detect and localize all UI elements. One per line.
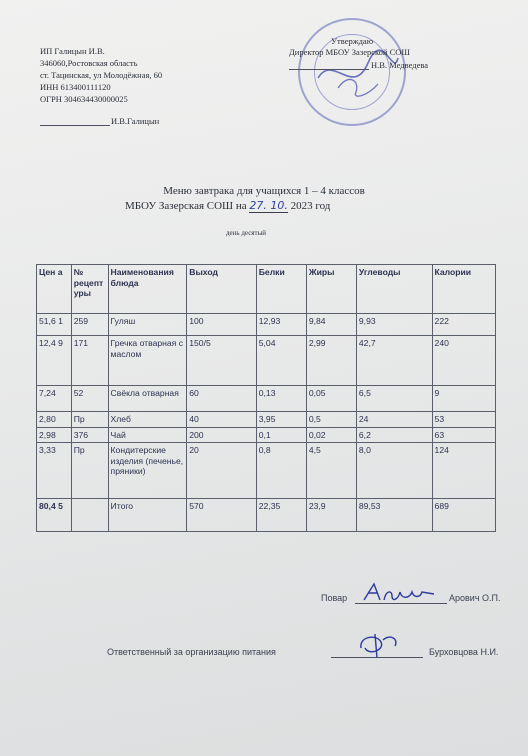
director-title: Директор МБОУ Зазерской СОШ bbox=[289, 47, 410, 57]
table-row bbox=[37, 386, 496, 412]
cell bbox=[71, 499, 108, 532]
cell: 200 bbox=[187, 427, 257, 443]
cell: 5,04 bbox=[256, 336, 306, 386]
cell: 22,35 bbox=[256, 499, 306, 532]
cell: 40 bbox=[187, 412, 257, 428]
col-header-recipe: № рецепт уры bbox=[71, 265, 108, 314]
cell: 53 bbox=[432, 412, 495, 428]
cell: 0,1 bbox=[256, 427, 306, 443]
col-header-price: Цен а bbox=[37, 265, 72, 314]
cell: 0,8 bbox=[256, 443, 306, 499]
cell: 6,2 bbox=[356, 427, 432, 443]
table-header-row bbox=[37, 265, 496, 314]
menu-table bbox=[36, 264, 496, 532]
cell: 240 bbox=[432, 336, 495, 386]
cell: 222 bbox=[432, 314, 495, 336]
cell: 689 bbox=[432, 499, 495, 532]
cell: 124 bbox=[432, 443, 495, 499]
cell: 12,4 9 bbox=[37, 336, 72, 386]
org-line-3: ст. Тацинская, ул Молодёжная, 60 bbox=[40, 70, 163, 80]
title-year: 2023 год bbox=[290, 200, 331, 212]
cell-total-price: 80,4 5 bbox=[37, 499, 72, 532]
cell: 2,98 bbox=[37, 427, 72, 443]
col-header-carbs: Углеводы bbox=[356, 265, 432, 314]
cook-label: Повар bbox=[321, 593, 348, 603]
cell: 51,6 1 bbox=[37, 314, 72, 336]
cell: 63 bbox=[432, 427, 495, 443]
org-line-4: ИНН 613400111120 bbox=[40, 82, 111, 92]
cell: 60 bbox=[187, 386, 257, 412]
table-row bbox=[37, 443, 496, 499]
responsible-signature-icon bbox=[355, 630, 405, 660]
title-line-2 bbox=[125, 199, 330, 212]
cell: 24 bbox=[356, 412, 432, 428]
cell: 9,84 bbox=[306, 314, 356, 336]
org-line-2: 346060,Ростовская область bbox=[40, 58, 138, 68]
cell-total-label: Итого bbox=[108, 499, 187, 532]
cell: 0,02 bbox=[306, 427, 356, 443]
cell: 8,0 bbox=[356, 443, 432, 499]
col-header-calories: Калории bbox=[432, 265, 495, 314]
cell: 259 bbox=[71, 314, 108, 336]
cell: 4,5 bbox=[306, 443, 356, 499]
table-total-row bbox=[37, 499, 496, 532]
org-sign-name: И.В.Галицын bbox=[111, 116, 160, 126]
cell: Пр bbox=[71, 443, 108, 499]
cell: 20 bbox=[187, 443, 257, 499]
cell: 570 bbox=[187, 499, 257, 532]
cell: 23,9 bbox=[306, 499, 356, 532]
cell: 89,53 bbox=[356, 499, 432, 532]
sign-line-left bbox=[40, 125, 110, 126]
cell: 3,95 bbox=[256, 412, 306, 428]
cell: Хлеб bbox=[108, 412, 187, 428]
cell: Пр bbox=[71, 412, 108, 428]
cell: 0,5 bbox=[306, 412, 356, 428]
org-line-1: ИП Галицын И.В. bbox=[40, 46, 105, 56]
cell: 150/5 bbox=[187, 336, 257, 386]
cell: 376 bbox=[71, 427, 108, 443]
table-row bbox=[37, 427, 496, 443]
cell: Гуляш bbox=[108, 314, 187, 336]
cell: 0,13 bbox=[256, 386, 306, 412]
table-row bbox=[37, 314, 496, 336]
cell: 9 bbox=[432, 386, 495, 412]
cell: 12,93 bbox=[256, 314, 306, 336]
cell: 7,24 bbox=[37, 386, 72, 412]
director-name: Н.В. Медведева bbox=[371, 60, 429, 70]
cell: 2,80 bbox=[37, 412, 72, 428]
cell: 9,93 bbox=[356, 314, 432, 336]
cell: Свёкла отварная bbox=[108, 386, 187, 412]
cell: 6,5 bbox=[356, 386, 432, 412]
col-header-portion: Выход bbox=[187, 265, 257, 314]
cell: Чай bbox=[108, 427, 187, 443]
approve-label: Утверждаю bbox=[331, 36, 374, 46]
responsible-name: Бурховцова Н.И. bbox=[429, 647, 499, 657]
table-row bbox=[37, 336, 496, 386]
org-line-5: ОГРН 304634430000025 bbox=[40, 94, 128, 104]
cell: 100 bbox=[187, 314, 257, 336]
cell: Кондитерские изделия (печенье, пряники) bbox=[108, 443, 187, 499]
page-title: Меню завтрака для учащихся 1 – 4 классов bbox=[163, 185, 365, 197]
col-header-dish: Наименования блюда bbox=[108, 265, 187, 314]
sign-line-right bbox=[289, 69, 369, 70]
responsible-label: Ответственный за организацию питания bbox=[107, 647, 276, 657]
cook-name: Арович О.П. bbox=[449, 593, 501, 603]
col-header-protein: Белки bbox=[256, 265, 306, 314]
table-row bbox=[37, 412, 496, 428]
cell: 0,05 bbox=[306, 386, 356, 412]
cell: 2,99 bbox=[306, 336, 356, 386]
col-header-fat: Жиры bbox=[306, 265, 356, 314]
cell: 3,33 bbox=[37, 443, 72, 499]
cook-signature-icon bbox=[360, 580, 442, 606]
title-date: 27. 10. bbox=[249, 199, 288, 212]
title-school: МБОУ Зазерская СОШ на bbox=[125, 200, 247, 212]
day-label: день десятый bbox=[226, 229, 267, 237]
director-signature-icon bbox=[298, 18, 408, 128]
cell: Гречка отварная с маслом bbox=[108, 336, 187, 386]
cell: 52 bbox=[71, 386, 108, 412]
cell: 171 bbox=[71, 336, 108, 386]
cell: 42,7 bbox=[356, 336, 432, 386]
